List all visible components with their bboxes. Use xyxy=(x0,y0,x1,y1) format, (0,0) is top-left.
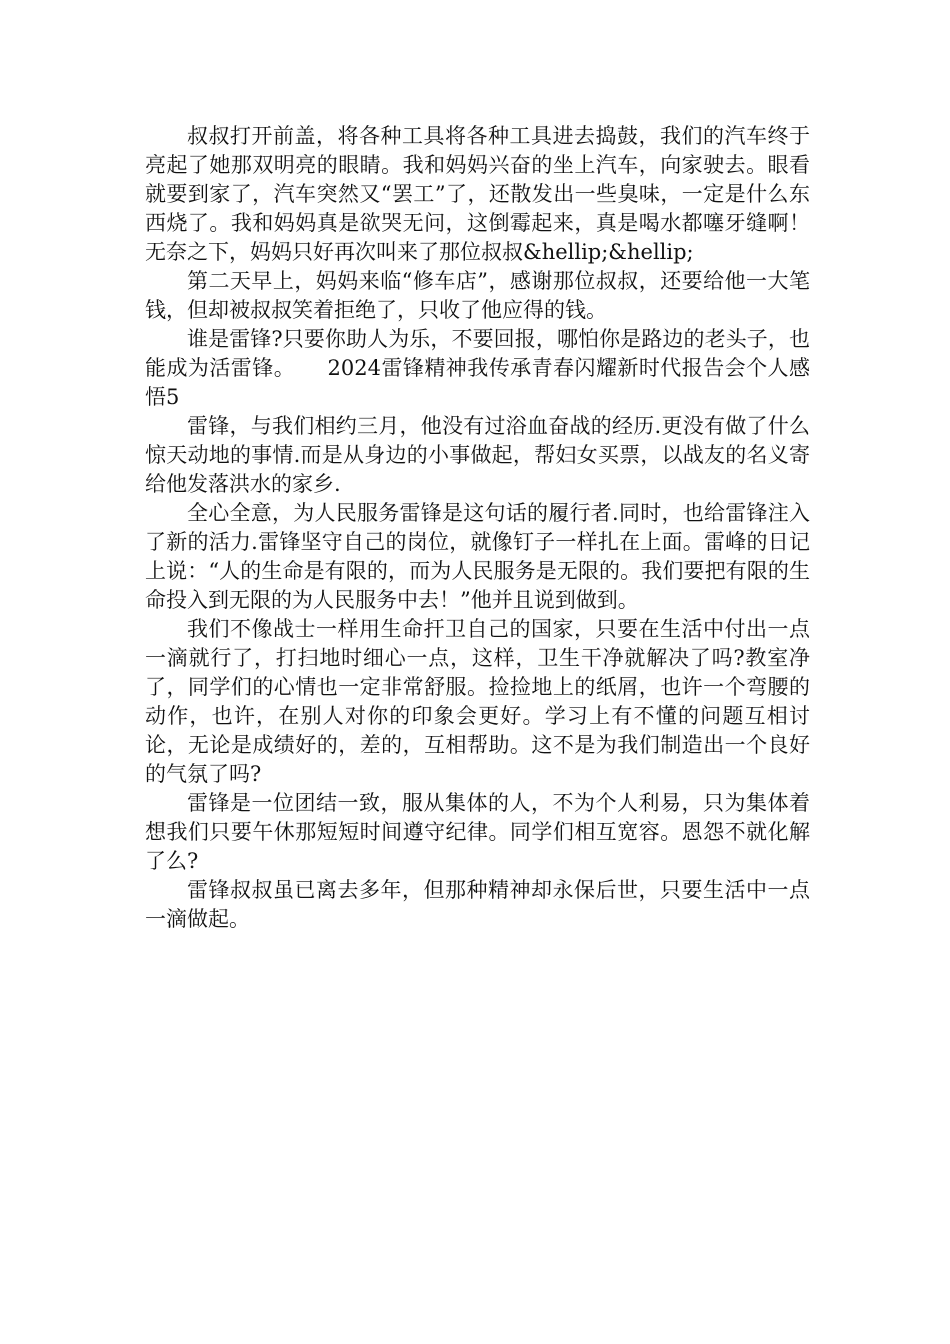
paragraph-4: 雷锋，与我们相约三月，他没有过浴血奋战的经历.更没有做了什么惊天动地的事情.而是从身边的小事做起，帮妇女买票，以战友的名义寄给他发落洪水的家乡. xyxy=(145,414,810,496)
paragraph-8: 雷锋叔叔虽已离去多年，但那种精神却永保后世，只要生活中一点一滴做起。 xyxy=(145,878,810,931)
paragraph-7: 雷锋是一位团结一致，服从集体的人，不为个人利易，只为集体着想我们只要午休那短短时间遵守纪律。同学们相互宽容。恩怨不就化解了么? xyxy=(145,791,810,873)
paragraph-6: 我们不像战士一样用生命扞卫自己的国家，只要在生活中付出一点一滴就行了，打扫地时细心一点，这样，卫生干净就解决了吗?教室净了，同学们的心情也一定非常舒服。捡捡地上的纸屑，也许一个弯腰的动作，也许，在别人对你的印象会更好。学习上有不懂的问题互相讨论，无论是成绩好的，差的，互相帮助。这不是为我们制造出一个良好的气氛了吗? xyxy=(145,617,810,786)
paragraph-3: 谁是雷锋?只要你助人为乐，不要回报，哪怕你是路边的老头子，也能成为活雷锋。 2024雷锋精神我传承青春闪耀新时代报告会个人感悟5 xyxy=(145,327,810,409)
paragraph-5: 全心全意，为人民服务雷锋是这句话的履行者.同时，也给雷锋注入了新的活力.雷锋坚守自己的岗位，就像钉子一样扎在上面。雷峰的日记上说：“人的生命是有限的，而为人民服务是无限的。我们要把有限的生命投入到无限的为人民服务中去！”他并且说到做到。 xyxy=(145,501,810,612)
paragraph-2: 第二天早上，妈妈来临“修车店”，感谢那位叔叔，还要给他一大笔钱，但却被叔叔笑着拒绝了，只收了他应得的钱。 xyxy=(145,269,810,322)
document-body xyxy=(145,122,810,934)
paragraph-1: 叔叔打开前盖，将各种工具将各种工具进去捣鼓，我们的汽车终于亮起了她那双明亮的眼睛。我和妈妈兴奋的坐上汽车，向家驶去。眼看就要到家了，汽车突然又“罢工”了，还散发出一些臭味，一定是什么东西烧了。我和妈妈真是欲哭无问，这倒霉起来，真是喝水都噻牙缝啊！无奈之下，妈妈只好再次叫来了那位叔叔&hellip;&hellip; xyxy=(145,124,810,264)
